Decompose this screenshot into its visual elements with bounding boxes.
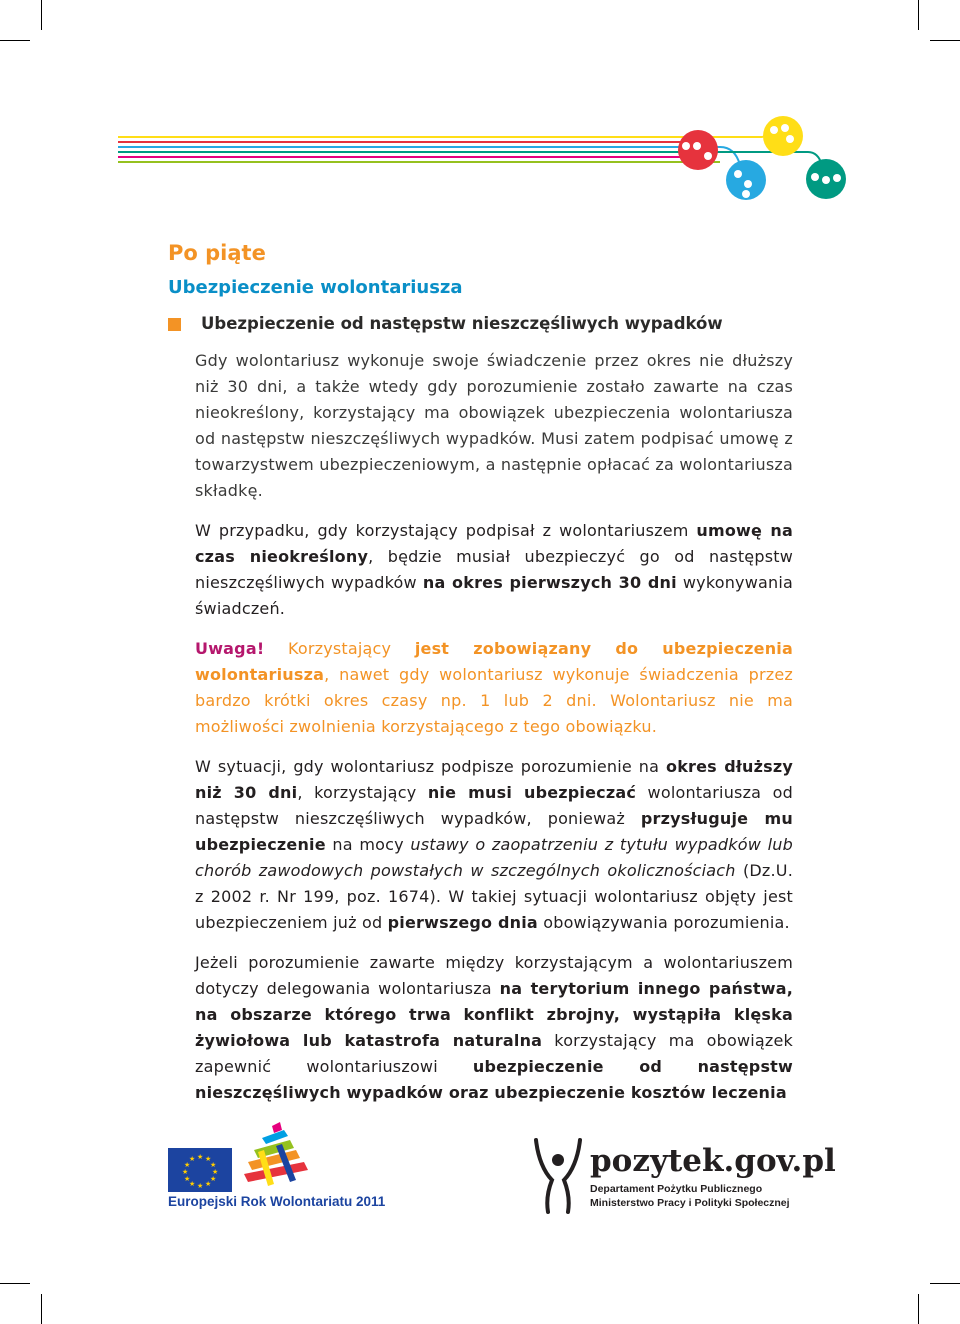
square-bullet-icon bbox=[168, 318, 181, 331]
dot-red bbox=[678, 130, 718, 170]
pozytek-site-name: pozytek.gov.pl bbox=[590, 1143, 836, 1179]
crop-mark bbox=[41, 1294, 42, 1324]
crop-mark bbox=[0, 1283, 30, 1284]
deco-line-yellow bbox=[118, 130, 776, 137]
paragraph-5: Jeżeli porozumienie zawarte między korzystającym a wolontariuszem dotyczy delegowania wolontariusza na terytorium innego państwa, na obszarze którego trwa konflikt zbrojny, wystąpiła klęska żywiołowa lub katastrofa naturalna korzystający ma obowiązek zapewnić wolontariuszowi ubezpieczenie od następstw nieszczęśliwych wypadków oraz ubezpieczenie kosztów leczenia bbox=[195, 953, 793, 1102]
dot-yellow bbox=[763, 116, 803, 156]
paragraph-warning: Uwaga! Korzystający jest zobowiązany do ubezpieczenia wolontariusza, nawet gdy wolontariusz wykonuje świadczenia przez bardzo krótki okres czasy np. 1 lub 2 dni. Wolontariusz nie ma możliwości zwolnienia korzystającego z tego obowiązku. bbox=[195, 639, 793, 736]
eu-flag-icon: ★ ★ ★ ★ ★ ★ ★ ★ ★ ★ ★ ★ bbox=[168, 1148, 232, 1192]
paragraph-4: W sytuacji, gdy wolontariusz podpisze porozumienie na okres dłuższy niż 30 dni, korzystający nie musi ubezpieczać wolontariusza od następstw nieszczęśliwych wypadków, ponieważ przysługuje mu ubezpieczenie na mocy ustawy o zaopatrzeniu z tytułu wypadków lub chorób zawodowych powstałych w szczególnych okolicznościach (Dz.U. z 2002 r. Nr 199, poz. 1674). W takiej sytuacji wolontariusz objęty jest ubezpieczeniem już od pierwszego dnia obowiązywania porozumienia. bbox=[195, 757, 794, 932]
paragraph-2: W przypadku, gdy korzystający podpisał z wolontariuszem umowę na czas nieokreślony, będzie musiał ubezpieczyć go od następstw nieszczęśliwych wypadków na okres pierwszych 30 dni wykonywania świadczeń. bbox=[195, 521, 794, 618]
dot-cyan bbox=[726, 160, 766, 200]
section-heading: Po piąte bbox=[168, 241, 266, 265]
dot-green bbox=[806, 159, 846, 199]
paragraph-1: Gdy wolontariusz wykonuje swoje świadczenie przez okres nie dłuższy niż 30 dni, a także wtedy gdy porozumienie zostało zawarte na czas nieokreślony, korzystający ma obowiązek ubezpieczenia wolontariusza od następstw nieszczęśliwych wypadków. Musi zatem podpisać umowę z towarzystwem ubezpieczeniowym, a następnie opłacać za wolontariusza składkę. bbox=[195, 351, 793, 500]
crop-mark bbox=[930, 1283, 960, 1284]
bullet-heading bbox=[168, 310, 793, 338]
warning-label: Uwaga! bbox=[195, 639, 265, 658]
eyv-logo bbox=[168, 1120, 386, 1212]
pozytek-logo bbox=[530, 1138, 836, 1218]
section-subheading: Ubezpieczenie wolontariusza bbox=[168, 277, 463, 298]
eyv-caption: Europejski Rok Wolontariatu 2011 bbox=[168, 1194, 386, 1209]
pozytek-ministry: Ministerstwo Pracy i Polityki Społecznej bbox=[590, 1197, 790, 1209]
bullet-heading-text: Ubezpieczenie od następstw nieszczęśliwych wypadków bbox=[201, 314, 723, 333]
decorative-header-graphic bbox=[0, 0, 960, 230]
eyv-emblem-icon bbox=[234, 1120, 324, 1192]
pozytek-department: Departament Pożytku Publicznego bbox=[590, 1183, 763, 1195]
crop-mark bbox=[918, 1294, 919, 1324]
body-text bbox=[195, 348, 793, 1106]
pozytek-figure-icon bbox=[530, 1138, 586, 1214]
law-reference: ustawy o zaopatrzeniu z tytułu wypadków lub chorób zawodowych powstałych w szczególnych okolicznościach bbox=[195, 835, 793, 880]
main-content bbox=[168, 238, 793, 1106]
